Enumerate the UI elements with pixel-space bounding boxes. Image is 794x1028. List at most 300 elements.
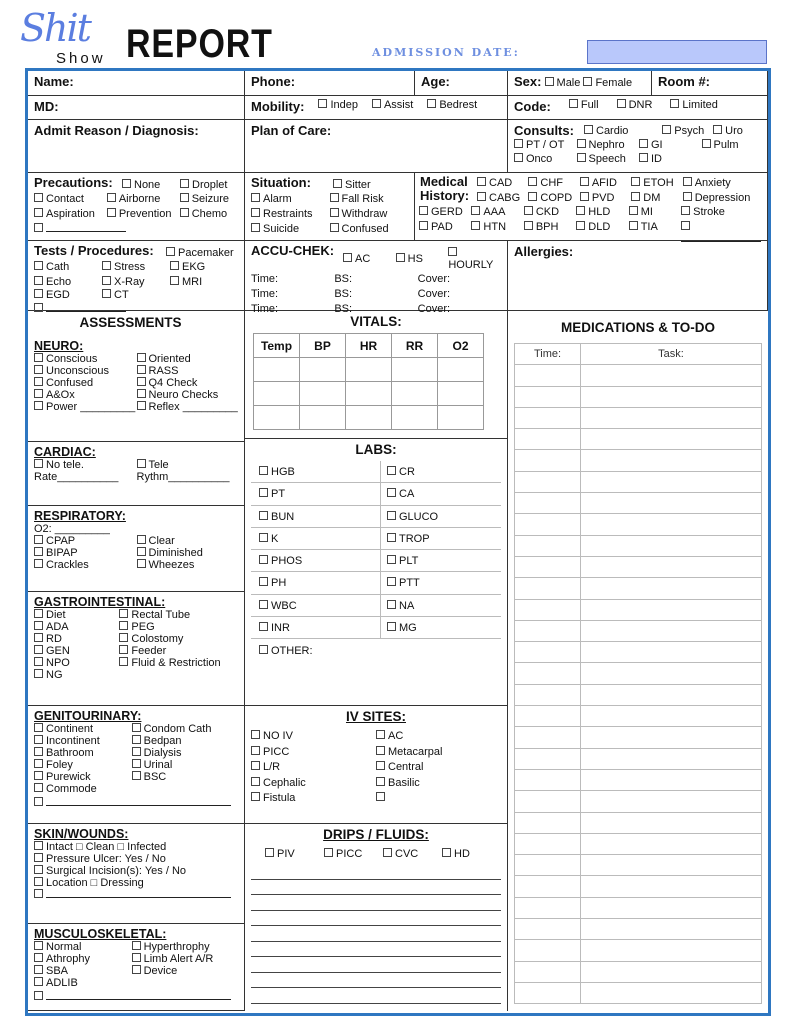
time-cell[interactable]: [515, 365, 581, 386]
labs-section: [245, 439, 508, 706]
commode-checkbox[interactable]: Commode: [34, 783, 132, 795]
aspiration-checkbox[interactable]: Aspiration: [34, 208, 107, 220]
onco-checkbox[interactable]: Onco: [514, 153, 577, 167]
lab-gluco-checkbox[interactable]: GLUCO: [380, 506, 501, 528]
lab-row: [251, 617, 501, 639]
task-cell[interactable]: [581, 833, 762, 854]
chf-checkbox[interactable]: CHF: [528, 177, 579, 192]
blank-checkbox[interactable]: [376, 792, 501, 808]
task-cell[interactable]: [581, 620, 762, 641]
oriented-checkbox[interactable]: Oriented: [137, 353, 240, 365]
time-cell[interactable]: [515, 855, 581, 876]
name-field[interactable]: Name:: [28, 71, 245, 96]
condom-cath-checkbox[interactable]: Condom Cath: [132, 723, 239, 735]
allergies-field[interactable]: Allergies:: [508, 241, 768, 311]
adlib-checkbox[interactable]: ADLIB: [34, 977, 132, 989]
field-label: Time:: [251, 302, 279, 315]
bathroom-checkbox[interactable]: Bathroom: [34, 747, 132, 759]
afid-checkbox[interactable]: AFID: [580, 177, 631, 192]
restraints-checkbox[interactable]: Restraints: [251, 208, 330, 220]
lab-na-checkbox[interactable]: NA: [380, 595, 501, 617]
blank-line[interactable]: [46, 223, 126, 232]
hyperthrophy-checkbox[interactable]: Hyperthrophy: [132, 941, 239, 953]
power-checkbox[interactable]: Power _________: [34, 401, 137, 413]
dld-checkbox[interactable]: DLD: [576, 221, 628, 245]
stress-checkbox[interactable]: Stress: [102, 261, 170, 273]
intact-clean-infected-checkbox[interactable]: Intact □ Clean □ Infected: [34, 841, 239, 853]
task-cell[interactable]: [581, 727, 762, 748]
task-cell[interactable]: [581, 855, 762, 876]
checkbox-row: [34, 783, 239, 809]
lab-ph-checkbox[interactable]: PH: [259, 577, 380, 589]
task-cell[interactable]: [581, 599, 762, 620]
lab-mg-checkbox[interactable]: MG: [380, 617, 501, 639]
a-ox-checkbox[interactable]: A&Ox: [34, 389, 137, 401]
skin-title: SKIN/WOUNDS:: [34, 827, 129, 841]
time-cell[interactable]: [515, 940, 581, 961]
time-cell[interactable]: [515, 769, 581, 790]
pulm-checkbox[interactable]: Pulm: [702, 139, 765, 153]
checkbox-row: [251, 206, 408, 221]
colostomy-checkbox[interactable]: Colostomy: [119, 633, 239, 645]
echo-checkbox[interactable]: Echo: [34, 276, 102, 288]
code-dnr-checkbox[interactable]: DNR: [617, 99, 653, 116]
piv-checkbox[interactable]: PIV: [265, 848, 324, 860]
basilic-checkbox[interactable]: Basilic: [376, 777, 501, 793]
checkbox-row: [265, 848, 501, 860]
task-cell[interactable]: [581, 386, 762, 407]
code-full-checkbox[interactable]: Full: [569, 99, 599, 116]
lab-cr-checkbox[interactable]: CR: [380, 461, 501, 483]
bph-checkbox[interactable]: BPH: [524, 221, 576, 245]
blank-line[interactable]: [46, 991, 231, 1000]
task-cell[interactable]: [581, 556, 762, 577]
ct-checkbox[interactable]: CT: [102, 289, 170, 301]
gerd-checkbox[interactable]: GERD: [419, 206, 471, 221]
fluid-restriction-checkbox[interactable]: Fluid & Restriction: [119, 657, 239, 669]
medication-row: [515, 919, 762, 940]
uro-checkbox[interactable]: Uro: [713, 125, 764, 139]
mi-checkbox[interactable]: MI: [629, 206, 681, 221]
checkbox-row: [514, 153, 764, 167]
medication-row: [515, 897, 762, 918]
situation-section: [245, 173, 415, 241]
psych-checkbox[interactable]: Psych: [662, 125, 713, 139]
lab-row: [251, 483, 501, 505]
blank-line[interactable]: [251, 942, 501, 958]
drips-title: DRIPS / FLUIDS:: [323, 827, 429, 842]
blank-checkbox[interactable]: [34, 889, 239, 901]
lab-row: [251, 506, 501, 528]
cvc-checkbox[interactable]: CVC: [383, 848, 442, 860]
wheezes-checkbox[interactable]: Wheezes: [137, 559, 240, 571]
pad-checkbox[interactable]: PAD: [419, 221, 471, 245]
normal-checkbox[interactable]: Normal: [34, 941, 132, 953]
cath-checkbox[interactable]: Cath: [34, 261, 102, 273]
crackles-checkbox[interactable]: Crackles: [34, 559, 137, 571]
depression-checkbox[interactable]: Depression: [683, 192, 765, 207]
cad-checkbox[interactable]: CAD: [477, 177, 528, 192]
time-cell[interactable]: [515, 833, 581, 854]
time-cell[interactable]: [515, 663, 581, 684]
ekg-checkbox[interactable]: EKG: [170, 261, 238, 273]
copd-checkbox[interactable]: COPD: [528, 192, 579, 207]
blank-checkbox[interactable]: [34, 223, 238, 235]
medication-row: [515, 429, 762, 450]
droplet-checkbox[interactable]: Droplet: [180, 179, 238, 191]
sex-male-checkbox[interactable]: Male: [545, 77, 581, 89]
medication-row: [515, 706, 762, 727]
prevention-checkbox[interactable]: Prevention: [107, 208, 180, 220]
task-cell[interactable]: [581, 684, 762, 705]
medication-row: [515, 982, 762, 1003]
lab-bun-checkbox[interactable]: BUN: [259, 511, 380, 523]
tele-checkbox[interactable]: Tele: [137, 459, 240, 471]
time-cell[interactable]: [515, 599, 581, 620]
urinal-checkbox[interactable]: Urinal: [132, 759, 239, 771]
cardiac-title: CARDIAC:: [34, 445, 96, 459]
lab-wbc-checkbox[interactable]: WBC: [259, 600, 380, 612]
reflex-checkbox[interactable]: Reflex _________: [137, 401, 240, 413]
checkbox-row: [34, 206, 238, 221]
hld-checkbox[interactable]: HLD: [576, 206, 628, 221]
time-cell[interactable]: [515, 961, 581, 982]
time-cell[interactable]: [515, 620, 581, 641]
stroke-checkbox[interactable]: Stroke: [681, 206, 765, 221]
hs-checkbox[interactable]: HS: [396, 253, 449, 265]
gen-checkbox[interactable]: GEN: [34, 645, 119, 657]
cephalic-checkbox[interactable]: Cephalic: [251, 777, 376, 793]
l-r-checkbox[interactable]: L/R: [251, 761, 376, 777]
md-field[interactable]: MD:: [28, 96, 245, 120]
age-field[interactable]: Age:: [415, 71, 508, 96]
respiratory-section: [28, 506, 245, 592]
task-cell[interactable]: [581, 514, 762, 535]
checkbox-row: [34, 953, 239, 965]
seizure-checkbox[interactable]: Seizure: [180, 193, 238, 205]
blank-line[interactable]: [251, 880, 501, 896]
time-cell[interactable]: [515, 450, 581, 471]
time-cell[interactable]: [515, 748, 581, 769]
cpap-checkbox[interactable]: CPAP: [34, 535, 137, 547]
precautions-section: [28, 173, 245, 241]
pacemaker-checkbox[interactable]: Pacemaker: [166, 247, 238, 259]
blank-line[interactable]: [251, 926, 501, 942]
metacarpal-checkbox[interactable]: Metacarpal: [376, 746, 501, 762]
clear-checkbox[interactable]: Clear: [137, 535, 240, 547]
blank-line[interactable]: [46, 797, 231, 806]
blank-line[interactable]: [251, 911, 501, 927]
hourly-checkbox[interactable]: HOURLY: [448, 247, 501, 271]
checkbox-row: [34, 535, 239, 547]
alarm-checkbox[interactable]: Alarm: [251, 193, 330, 205]
field-label: Cover:: [417, 272, 451, 285]
egd-checkbox[interactable]: EGD: [34, 289, 102, 301]
diminished-checkbox[interactable]: Diminished: [137, 547, 240, 559]
situation-title: Situation:: [251, 175, 311, 190]
cardiac-section: [28, 442, 245, 506]
medication-row: [515, 514, 762, 535]
cabg-checkbox[interactable]: CABG: [477, 192, 528, 207]
incontinent-checkbox[interactable]: Incontinent: [34, 735, 132, 747]
medical-history-label-1: Medical: [420, 174, 468, 189]
vitals-header-temp: Temp: [254, 334, 300, 358]
medical-history-label-2: History:: [420, 188, 470, 203]
time-cell[interactable]: [515, 897, 581, 918]
time-cell[interactable]: [515, 642, 581, 663]
code-field: [508, 96, 768, 120]
task-cell[interactable]: [581, 791, 762, 812]
npo-checkbox[interactable]: NPO: [34, 657, 119, 669]
logo-report: REPORT: [126, 22, 273, 66]
mri-checkbox[interactable]: MRI: [170, 276, 238, 288]
lab-ca-checkbox[interactable]: CA: [380, 483, 501, 505]
mobility-bedrest-checkbox[interactable]: Bedrest: [427, 99, 477, 116]
lab-hgb-checkbox[interactable]: HGB: [259, 466, 380, 478]
task-cell[interactable]: [581, 769, 762, 790]
dialysis-checkbox[interactable]: Dialysis: [132, 747, 239, 759]
admit-reason-field[interactable]: Admit Reason / Diagnosis:: [28, 120, 245, 173]
task-cell[interactable]: [581, 429, 762, 450]
ac-checkbox[interactable]: AC: [343, 253, 396, 265]
task-cell[interactable]: [581, 642, 762, 663]
continent-checkbox[interactable]: Continent: [34, 723, 132, 735]
blank-checkbox[interactable]: [34, 797, 239, 809]
time-cell[interactable]: [515, 876, 581, 897]
bedpan-checkbox[interactable]: Bedpan: [132, 735, 239, 747]
peg-checkbox[interactable]: PEG: [119, 621, 239, 633]
blank-line[interactable]: [251, 957, 501, 973]
checkbox-row: [34, 259, 238, 274]
checkbox-row: [34, 401, 239, 413]
checkbox-row: [419, 174, 765, 192]
time-cell[interactable]: [515, 706, 581, 727]
central-checkbox[interactable]: Central: [376, 761, 501, 777]
checkbox-row: [34, 389, 239, 401]
task-cell[interactable]: [581, 876, 762, 897]
checkbox-row: [34, 669, 239, 681]
task-cell[interactable]: [581, 897, 762, 918]
task-cell[interactable]: [581, 450, 762, 471]
time-cell[interactable]: [515, 982, 581, 1003]
task-cell[interactable]: [581, 578, 762, 599]
time-cell[interactable]: [515, 386, 581, 407]
labs-title: LABS:: [355, 442, 397, 457]
feeder-checkbox[interactable]: Feeder: [119, 645, 239, 657]
medical-history-section: [415, 173, 768, 241]
task-cell[interactable]: [581, 940, 762, 961]
task-cell[interactable]: [581, 663, 762, 684]
tia-checkbox[interactable]: TIA: [629, 221, 681, 245]
medications-table: [514, 343, 762, 1004]
lab-plt-checkbox[interactable]: PLT: [380, 550, 501, 572]
phone-field[interactable]: Phone:: [245, 71, 415, 96]
blank-checkbox[interactable]: [34, 991, 239, 1003]
medication-row: [515, 578, 762, 599]
task-cell[interactable]: [581, 748, 762, 769]
task-cell[interactable]: [581, 919, 762, 940]
lab-k-checkbox[interactable]: K: [259, 533, 380, 545]
time-cell[interactable]: [515, 493, 581, 514]
medications-header-row: [515, 344, 762, 365]
unconscious-checkbox[interactable]: Unconscious: [34, 365, 137, 377]
anxiety-checkbox[interactable]: Anxiety: [683, 177, 765, 192]
fall-risk-checkbox[interactable]: Fall Risk: [330, 193, 409, 205]
airborne-checkbox[interactable]: Airborne: [107, 193, 180, 205]
lab-trop-checkbox[interactable]: TROP: [380, 528, 501, 550]
limb-alert-a-r-checkbox[interactable]: Limb Alert A/R: [132, 953, 239, 965]
gi-section: [28, 592, 245, 706]
task-cell[interactable]: [581, 471, 762, 492]
htn-checkbox[interactable]: HTN: [471, 221, 523, 245]
ckd-checkbox[interactable]: CKD: [524, 206, 576, 221]
medication-row: [515, 365, 762, 386]
lab-pt-checkbox[interactable]: PT: [259, 488, 380, 500]
pressure-ulcer-yes-no-checkbox[interactable]: Pressure Ulcer: Yes / No: [34, 853, 239, 865]
sba-checkbox[interactable]: SBA: [34, 965, 132, 977]
chemo-checkbox[interactable]: Chemo: [180, 208, 238, 220]
diet-checkbox[interactable]: Diet: [34, 609, 119, 621]
purewick-checkbox[interactable]: Purewick: [34, 771, 132, 783]
time-cell[interactable]: [515, 429, 581, 450]
task-cell[interactable]: [581, 812, 762, 833]
speech-checkbox[interactable]: Speech: [577, 153, 640, 167]
time-cell[interactable]: [515, 919, 581, 940]
suicide-checkbox[interactable]: Suicide: [251, 223, 330, 235]
cardio-checkbox[interactable]: Cardio: [584, 125, 662, 139]
medication-row: [515, 407, 762, 428]
lab-row: [251, 550, 501, 572]
time-cell[interactable]: [515, 727, 581, 748]
blank-line[interactable]: [251, 973, 501, 989]
time-cell[interactable]: [515, 535, 581, 556]
pvd-checkbox[interactable]: PVD: [580, 192, 631, 207]
rass-checkbox[interactable]: RASS: [137, 365, 240, 377]
checkbox-row: [34, 621, 239, 633]
no-tele-checkbox[interactable]: No tele.: [34, 459, 137, 471]
mobility-indep-checkbox[interactable]: Indep: [318, 99, 358, 116]
hd-checkbox[interactable]: HD: [442, 848, 501, 860]
athrophy-checkbox[interactable]: Athrophy: [34, 953, 132, 965]
pt-ot-checkbox[interactable]: PT / OT: [514, 139, 577, 153]
time-cell[interactable]: [515, 407, 581, 428]
mobility-assist-checkbox[interactable]: Assist: [372, 99, 413, 116]
time-cell[interactable]: [515, 471, 581, 492]
aaa-checkbox[interactable]: AAA: [471, 206, 523, 221]
time-cell[interactable]: [515, 578, 581, 599]
medication-row: [515, 471, 762, 492]
withdraw-checkbox[interactable]: Withdraw: [330, 208, 409, 220]
id-checkbox[interactable]: ID: [639, 153, 702, 167]
time-cell[interactable]: [515, 556, 581, 577]
confused-checkbox[interactable]: Confused: [34, 377, 137, 389]
field-label: BS:: [334, 287, 353, 300]
blank-line[interactable]: [251, 988, 501, 1004]
surgical-incision-s-yes-no-checkbox[interactable]: Surgical Incision(s): Yes / No: [34, 865, 239, 877]
confused-checkbox[interactable]: Confused: [330, 223, 409, 235]
picc-checkbox[interactable]: PICC: [324, 848, 383, 860]
task-cell[interactable]: [581, 493, 762, 514]
vitals-title: VITALS:: [350, 314, 402, 329]
bipap-checkbox[interactable]: BIPAP: [34, 547, 137, 559]
nephro-checkbox[interactable]: Nephro: [577, 139, 640, 153]
time-cell[interactable]: [515, 791, 581, 812]
checkbox-row: [34, 841, 239, 853]
picc-checkbox[interactable]: PICC: [251, 746, 376, 762]
lab-ptt-checkbox[interactable]: PTT: [380, 572, 501, 594]
foley-checkbox[interactable]: Foley: [34, 759, 132, 771]
lab-inr-checkbox[interactable]: INR: [259, 622, 380, 634]
sitter-checkbox[interactable]: Sitter: [333, 179, 408, 191]
etoh-checkbox[interactable]: ETOH: [631, 177, 682, 192]
plan-of-care-field[interactable]: Plan of Care:: [245, 120, 508, 173]
ng-checkbox[interactable]: NG: [34, 669, 119, 681]
time-cell[interactable]: [515, 684, 581, 705]
rectal-tube-checkbox[interactable]: Rectal Tube: [119, 609, 239, 621]
blank-line[interactable]: [251, 864, 501, 880]
field-label: BS:: [334, 272, 353, 285]
checkbox-row: [34, 853, 239, 865]
dm-checkbox[interactable]: DM: [631, 192, 682, 207]
mobility-field: [245, 96, 508, 120]
none-checkbox[interactable]: None: [122, 179, 180, 191]
x-ray-checkbox[interactable]: X-Ray: [102, 276, 170, 288]
neuro-checks-checkbox[interactable]: Neuro Checks: [137, 389, 240, 401]
checkbox-row: [514, 125, 764, 139]
no-iv-checkbox[interactable]: NO IV: [251, 730, 376, 746]
medication-row: [515, 386, 762, 407]
field-label: BS:: [334, 302, 353, 315]
code-limited-checkbox[interactable]: Limited: [670, 99, 717, 116]
task-cell[interactable]: [581, 535, 762, 556]
blank-line[interactable]: [251, 895, 501, 911]
admission-date-field[interactable]: [587, 40, 767, 64]
skin-section: [28, 824, 245, 924]
task-cell[interactable]: [581, 982, 762, 1003]
checkbox-row: [34, 723, 239, 735]
room-field[interactable]: Room #:: [652, 71, 768, 96]
device-checkbox[interactable]: Device: [132, 965, 239, 977]
task-cell[interactable]: [581, 407, 762, 428]
blank-line[interactable]: [46, 889, 231, 898]
vitals-section: [245, 311, 508, 439]
location-dressing-checkbox[interactable]: Location □ Dressing: [34, 877, 239, 889]
lab-other-checkbox[interactable]: OTHER:: [259, 645, 380, 657]
medication-row: [515, 599, 762, 620]
conscious-checkbox[interactable]: Conscious: [34, 353, 137, 365]
logo-script: Shit: [20, 6, 90, 50]
sex-female-checkbox[interactable]: Female: [583, 77, 632, 89]
bsc-checkbox[interactable]: BSC: [132, 771, 239, 783]
gi-checkbox[interactable]: GI: [639, 139, 702, 153]
task-cell[interactable]: [581, 961, 762, 982]
checkbox-row: [34, 609, 239, 621]
ada-checkbox[interactable]: ADA: [34, 621, 119, 633]
task-cell[interactable]: [581, 365, 762, 386]
time-cell[interactable]: [515, 812, 581, 833]
contact-checkbox[interactable]: Contact: [34, 193, 107, 205]
checkbox-row: [34, 735, 239, 747]
task-cell[interactable]: [581, 706, 762, 727]
fistula-checkbox[interactable]: Fistula: [251, 792, 376, 808]
lab-phos-checkbox[interactable]: PHOS: [259, 555, 380, 567]
checkbox-row: [34, 771, 239, 783]
rd-checkbox[interactable]: RD: [34, 633, 119, 645]
time-cell[interactable]: [515, 514, 581, 535]
q4-check-checkbox[interactable]: Q4 Check: [137, 377, 240, 389]
time-column-header: Time:: [515, 344, 581, 365]
ac-checkbox[interactable]: AC: [376, 730, 501, 746]
